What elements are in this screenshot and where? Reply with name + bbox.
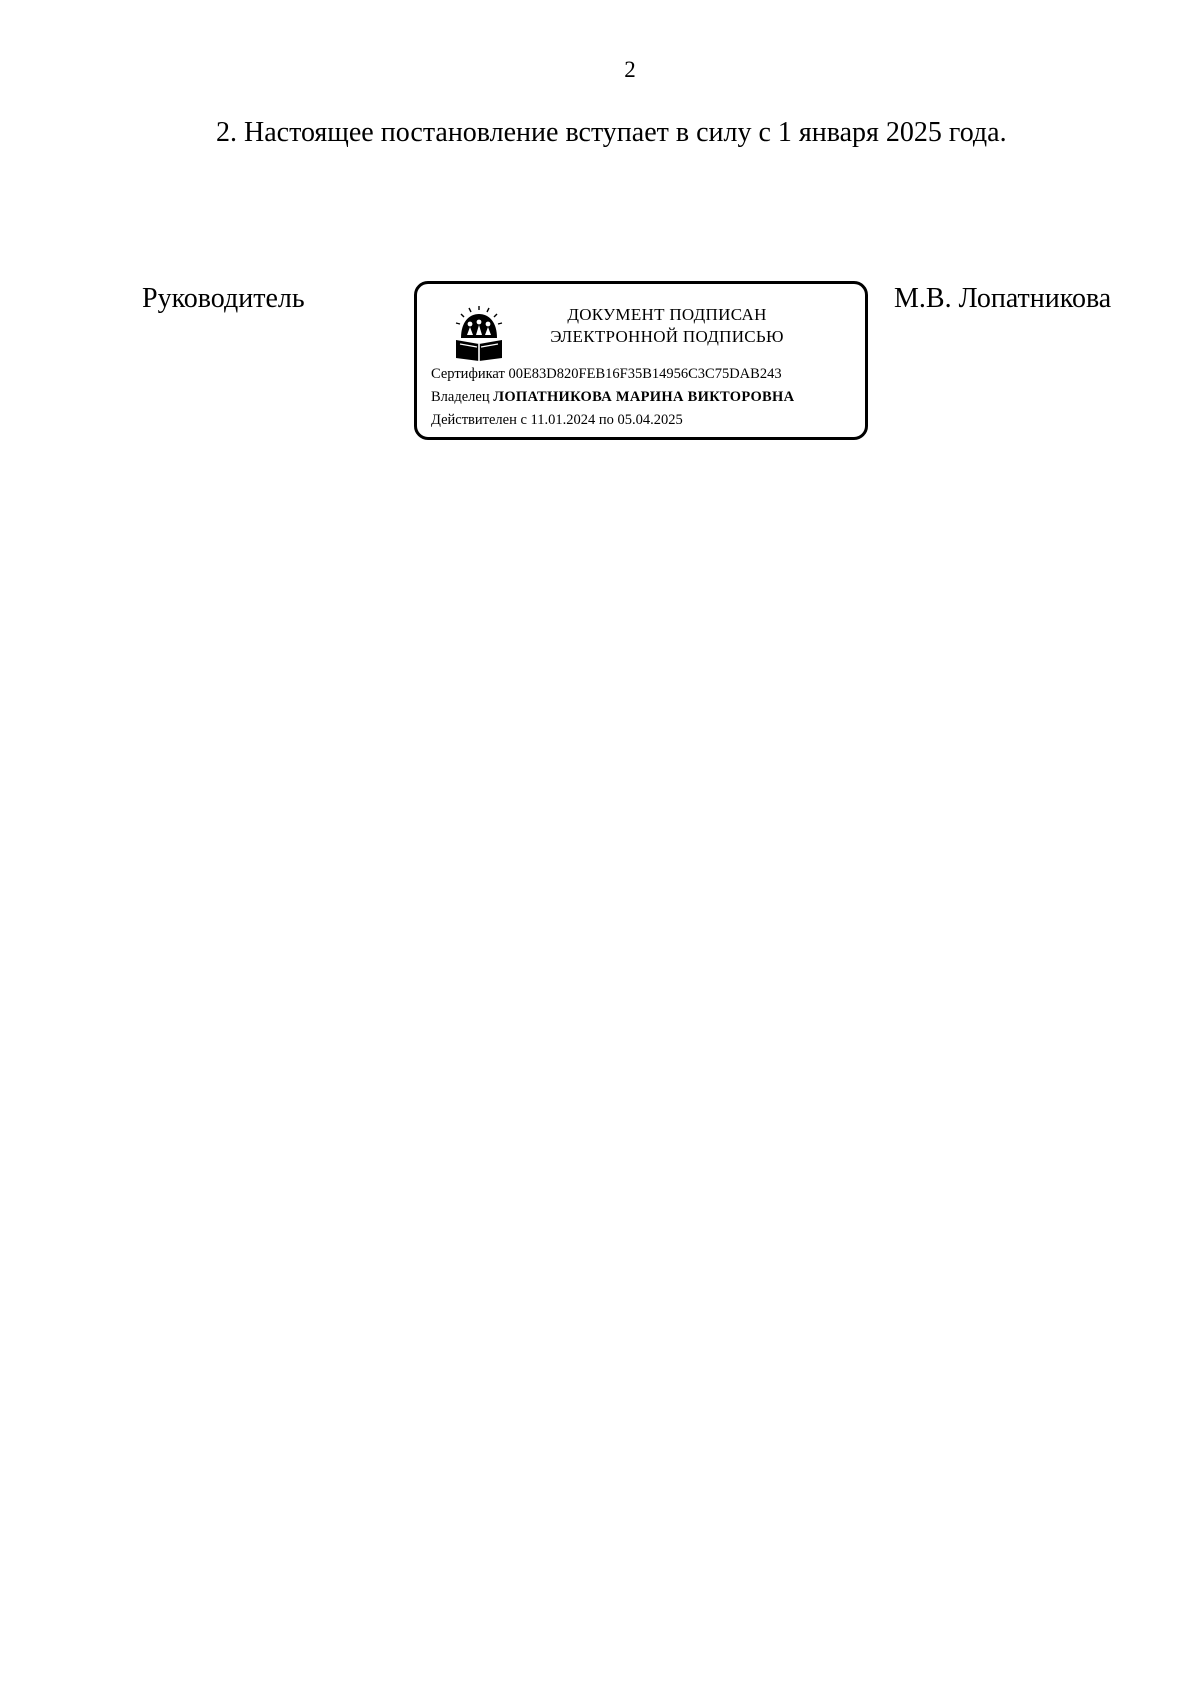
valid-to-label: по [598,412,614,428]
owner-label: Владелец [431,389,490,405]
signer-name: М.В. Лопатникова [894,283,1112,314]
stamp-validity-line [431,411,683,429]
stamp-heading-line2: ЭЛЕКТРОННОЙ ПОДПИСЬЮ [550,327,784,346]
certificate-value: 00E83D820FEB16F35B14956C3C75DAB243 [508,366,782,382]
stamp-heading [517,304,817,348]
certificate-label: Сертификат [431,366,505,382]
stamp-heading-line1: ДОКУМЕНТ ПОДПИСАН [567,305,767,324]
owner-value: ЛОПАТНИКОВА МАРИНА ВИКТОРОВНА [493,389,795,405]
stamp-certificate-line [431,365,782,383]
stamp-owner-line [431,388,794,406]
paragraph-effective-date: 2. Настоящее постановление вступает в силу с 1 января 2025 года. [216,117,1007,148]
valid-label: Действителен с [431,412,527,428]
valid-from: 11.01.2024 [530,412,596,428]
signer-position: Руководитель [142,283,305,314]
coat-of-arms-icon [453,304,505,362]
electronic-signature-stamp [414,281,868,440]
page-number: 2 [624,57,636,82]
valid-to: 05.04.2025 [617,412,683,428]
